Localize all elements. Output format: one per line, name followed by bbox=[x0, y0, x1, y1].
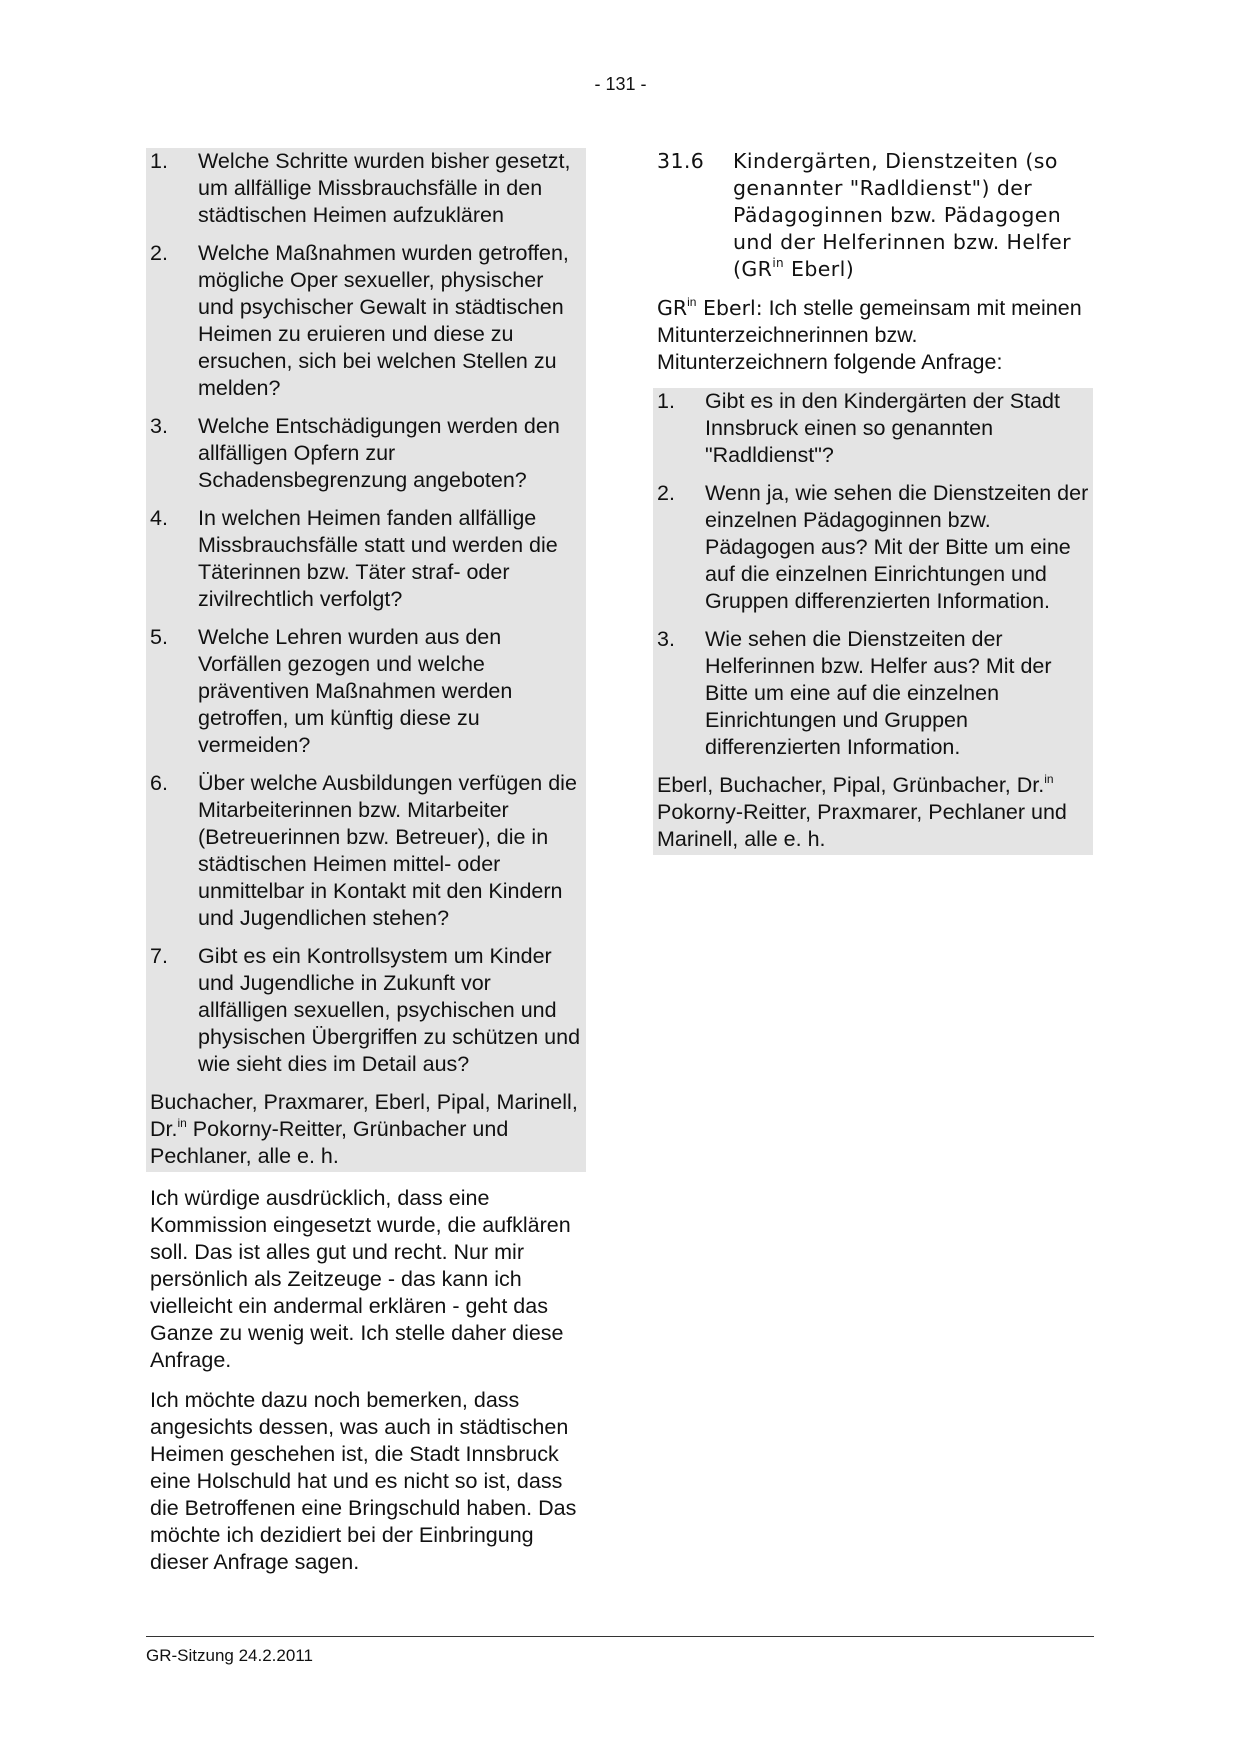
list-item bbox=[657, 480, 1089, 615]
question-list-right bbox=[657, 388, 1089, 761]
question-number: 1. bbox=[657, 389, 675, 413]
list-item bbox=[150, 240, 582, 402]
footer-session: GR-Sitzung 24.2.2011 bbox=[146, 1646, 313, 1665]
inquiry-box-left bbox=[146, 148, 586, 1172]
footer-divider bbox=[146, 1636, 1094, 1637]
right-column bbox=[653, 148, 1093, 855]
inquiry-box-right bbox=[653, 388, 1093, 855]
list-item bbox=[150, 148, 582, 229]
list-item bbox=[150, 505, 582, 613]
left-column bbox=[146, 148, 586, 1576]
question-text: Gibt es in den Kindergärten der Stadt Innsbruck einen so genannten "Radldienst"? bbox=[705, 389, 1060, 467]
question-text: Welche Schritte wurden bisher gesetzt, um allfällige Missbrauchsfälle in den städtischen Heimen aufzuklären bbox=[198, 149, 571, 227]
section-number: 31.6 bbox=[657, 149, 705, 173]
question-number: 3. bbox=[150, 414, 168, 438]
list-item bbox=[657, 388, 1089, 469]
list-item bbox=[657, 626, 1089, 761]
question-number: 3. bbox=[657, 627, 675, 651]
list-item bbox=[150, 413, 582, 494]
question-number: 1. bbox=[150, 149, 168, 173]
section-title: Kindergärten, Dienstzeiten (so genannter "Radldienst") der Pädagoginnen bzw. Pädagogen und der Helferinnen bzw. Helfer ($GR^{in}$ Eberl) bbox=[733, 149, 1071, 281]
question-number: 5. bbox=[150, 625, 168, 649]
question-text: Gibt es ein Kontrollsystem um Kinder und Jugendliche in Zukunft vor allfälligen sexuellen, psychischen und physischen Übergriffen zu schützen und wie sieht dies im Detail aus? bbox=[198, 944, 581, 1076]
speech-paragraph: Ich würdige ausdrücklich, dass eine Kommission eingesetzt wurde, die aufklären soll. Das ist alles gut und recht. Nur mir persönlich als Zeitzeuge - das kann ich vielleicht ein andermal erklären - geht das Ganze zu wenig weit. Ich stelle daher diese Anfrage. bbox=[150, 1186, 571, 1372]
question-number: 2. bbox=[657, 481, 675, 505]
question-list-left bbox=[150, 148, 582, 1078]
list-item bbox=[150, 943, 582, 1078]
question-text: Welche Maßnahmen wurden getroffen, mögliche Oper sexueller, physischer und psychischer Gewalt in städtischen Heimen zu eruieren und diese zu ersuchen, sich bei welchen Stellen zu melden? bbox=[198, 241, 569, 400]
question-text: Welche Lehren wurden aus den Vorfällen gezogen und welche präventiven Maßnahmen werden getroffen, um künftig diese zu vermeiden? bbox=[198, 625, 513, 757]
list-item bbox=[150, 624, 582, 759]
question-number: 6. bbox=[150, 771, 168, 795]
question-text: In welchen Heimen fanden allfällige Missbrauchsfälle statt und werden die Täterinnen bzw. Täter straf- oder zivilrechtlich verfolgt? bbox=[198, 506, 558, 611]
page-number: - 131 - bbox=[594, 74, 647, 94]
question-text: Wie sehen die Dienstzeiten der Helferinnen bzw. Helfer aus? Mit der Bitte um eine auf die einzelnen Einrichtungen und Gruppen differenzierten Information. bbox=[705, 627, 1052, 759]
question-number: 7. bbox=[150, 944, 168, 968]
signers-right: Eberl, Buchacher, Pipal, Grünbacher, Dr.$^{in}$ Pokorny-Reitter, Praxmarer, Pechlaner und Marinell, alle e. h. bbox=[657, 772, 1067, 851]
question-text: Über welche Ausbildungen verfügen die Mitarbeiterinnen bzw. Mitarbeiter (Betreuerinnen bzw. Betreuer), die in städtischen Heimen mittel- oder unmittelbar in Kontakt mit den Kindern und Jugendlichen stehen? bbox=[198, 771, 577, 930]
speech-paragraph: Ich möchte dazu noch bemerken, dass angesichts dessen, was auch in städtischen Heimen geschehen ist, die Stadt Innsbruck eine Holschuld hat und es nicht so ist, dass die Betroffenen eine Bringschuld haben. Das möchte ich dezidiert bei der Einbringung dieser Anfrage sagen. bbox=[150, 1388, 577, 1574]
section-heading bbox=[657, 148, 1089, 283]
list-item bbox=[150, 770, 582, 932]
speaker-paragraph: $GR^{in}$ Eberl: Ich stelle gemeinsam mit meinen Mitunterzeichnerinnen bzw. Mitunterzeichnern folgende Anfrage: bbox=[657, 295, 1082, 374]
question-text: Wenn ja, wie sehen die Dienstzeiten der einzelnen Pädagoginnen bzw. Pädagogen aus? Mit der Bitte um eine auf die einzelnen Einrichtungen und Gruppen differenzierten Information. bbox=[705, 481, 1089, 613]
question-number: 2. bbox=[150, 241, 168, 265]
signers-left: Buchacher, Praxmarer, Eberl, Pipal, Marinell, Dr.$^{in}$ Pokorny-Reitter, Grünbacher und Pechlaner, alle e. h. bbox=[150, 1090, 578, 1168]
question-number: 4. bbox=[150, 506, 168, 530]
question-text: Welche Entschädigungen werden den allfälligen Opfern zur Schadensbegrenzung angeboten? bbox=[198, 414, 560, 492]
